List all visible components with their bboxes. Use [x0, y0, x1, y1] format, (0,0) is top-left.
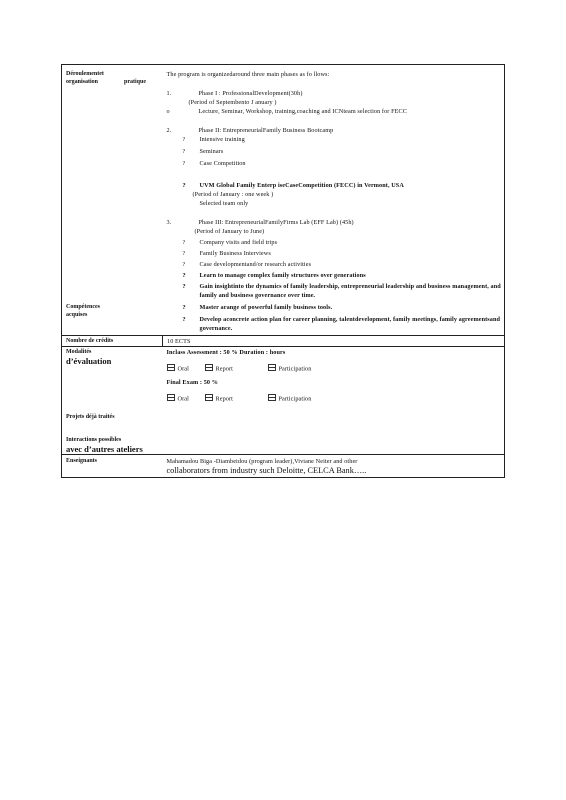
- uvm-note: Selected team only: [199, 200, 249, 207]
- competence-text: Learn to manage complex family structures over generations: [199, 272, 366, 279]
- checkbox-icon: [268, 394, 276, 401]
- phase1-detail: [167, 107, 502, 116]
- final-options: [167, 394, 502, 404]
- option-participation[interactable]: [268, 364, 312, 374]
- option-oral[interactable]: [167, 364, 205, 374]
- option-label: Oral: [177, 395, 189, 402]
- competence-bullet: ? Master arange of powerful family business tools.: [182, 304, 333, 311]
- label-competences-line2: acquises: [66, 312, 88, 318]
- label-deroulement-line2: [66, 78, 163, 86]
- option-label: Report: [215, 395, 233, 402]
- label-modalites: Modalités: [66, 349, 92, 355]
- phase3-title: Phase III: EntrepreneurialFamilyFirms Lab (EFF Lab) (45h): [198, 219, 354, 226]
- credits-value: 10 ECTS: [163, 336, 505, 347]
- phase1-detail-marker: o: [166, 108, 170, 115]
- phase3-bullet: ? Family Business Interviews: [182, 250, 271, 257]
- checkbox-icon: [205, 394, 213, 401]
- competence-text: Gain insightinto the dynamics of family leadership, entrepreneurial leadership and business management, and family and business governance over time.: [199, 283, 501, 299]
- phase1-number: 1.: [166, 90, 172, 97]
- competence-text: Master arange of powerful family business tools.: [199, 304, 333, 311]
- checkbox-icon: [167, 394, 175, 401]
- evaluation-content: [163, 347, 505, 455]
- option-participation[interactable]: [268, 394, 312, 404]
- phase2-bullet-text: Intensive training: [199, 136, 245, 143]
- phase2-bullet-text: Seminars: [199, 148, 224, 155]
- label-interactions: Interactions possibles: [66, 437, 122, 443]
- course-table: [61, 64, 505, 478]
- option-report[interactable]: [205, 364, 268, 374]
- competence-text: Develop aconcrete action plan for career planning, talentdevelopment, family meetings, family agreementsand governance.: [199, 316, 501, 332]
- enseignants-content: [163, 455, 505, 478]
- phase1-title: Phase I : ProfessionalDevelopment(30h): [198, 90, 303, 97]
- label-enseignants: Enseignants: [62, 455, 163, 478]
- phase3-bullet-text: Family Business Interviews: [199, 250, 271, 257]
- label-pratique: pratique: [124, 79, 147, 85]
- label-organisation: organisation: [66, 79, 99, 85]
- phase2-bullet: ? Intensive training: [182, 136, 245, 143]
- phase2-title: Phase II: EntrepreneurialFamily Business Bootcamp: [198, 127, 334, 134]
- competence-bullet: [167, 271, 502, 280]
- option-label: Participation: [278, 365, 312, 373]
- phase2-bullet: ? Case Competition: [182, 160, 246, 167]
- enseignants-line1: Mahamadou Biga -Diambeidou (program leader),Viviane Neiter and other: [166, 458, 358, 465]
- phase2-bullet-text: Case Competition: [199, 160, 246, 167]
- row-deroulement: [62, 65, 505, 336]
- option-label: Report: [215, 365, 233, 373]
- label-projets: Projets déjà traités: [66, 414, 115, 420]
- phase1-detail-text: Lecture, Seminar, Workshop, training,coaching and ICNteam selection for FECC: [198, 108, 407, 115]
- uvm-period: (Period of January : one week ): [192, 191, 274, 198]
- label-evaluation: [62, 347, 163, 455]
- phase2-item: [167, 126, 502, 135]
- phase1-period: (Period of Septembento J anuary ): [188, 99, 277, 106]
- phase3-period: (Period of January to June): [194, 228, 265, 235]
- label-deroulement: [62, 65, 163, 336]
- label-interactions-big: avec d’autres ateliers: [66, 444, 143, 454]
- phase3-item: [167, 218, 502, 227]
- phase3-bullet: ? Case developmentand/or research activities: [182, 261, 312, 268]
- uvm-marker: ?: [182, 182, 186, 189]
- option-oral[interactable]: [167, 394, 205, 404]
- option-report[interactable]: [205, 394, 268, 404]
- uvm-title: UVM Global Family Enterp iseCaseCompetition (FECC) in Vermont, USA: [199, 182, 404, 189]
- checkbox-icon: [268, 364, 276, 371]
- final-exam: Final Exam : 50 %: [166, 378, 219, 386]
- label-competences: [66, 303, 163, 319]
- label-credits: Nombre de crédits: [62, 336, 163, 347]
- phase3-bullet: ? Company visits and field trips: [182, 239, 278, 246]
- label-competences-line1: Compétences: [66, 304, 100, 310]
- row-credits: [62, 336, 505, 347]
- inclass-options: [167, 364, 502, 374]
- row-evaluation: [62, 347, 505, 455]
- option-label: Oral: [177, 365, 189, 373]
- inclass-assessment: Inclass Assessment : 50 % Duration : hours: [166, 349, 286, 356]
- competence-marker: ?: [182, 272, 186, 279]
- course-sheet: [61, 64, 504, 478]
- program-intro: The program is organizedaround three main phases as fo llows:: [166, 71, 330, 78]
- phase2-bullet: ? Seminars: [182, 148, 224, 155]
- phase2-number: 2.: [166, 127, 172, 134]
- option-label: Participation: [278, 395, 312, 402]
- program-content: [163, 65, 505, 336]
- label-deroulement-line1: Déroulementet: [66, 71, 104, 77]
- competence-bullet: ? Develop aconcrete action plan for career planning, talentdevelopment, family meetings, family agreementsand governance.: [182, 316, 501, 332]
- phase1-item: [167, 89, 502, 98]
- phase3-number: 3.: [166, 219, 172, 226]
- competence-bullet: ? Gain insightinto the dynamics of family leadership, entrepreneurial leadership and business management, and family and business governance over time.: [182, 283, 501, 299]
- checkbox-icon: [205, 364, 213, 371]
- row-enseignants: [62, 455, 505, 478]
- checkbox-icon: [167, 364, 175, 371]
- uvm-competition: [167, 181, 502, 190]
- label-evaluation-big: d’évaluation: [66, 356, 112, 366]
- enseignants-line2: collaborators from industry such Deloitte, CELCA Bank…..: [166, 466, 367, 475]
- phase3-bullet-text: Company visits and field trips: [199, 239, 278, 246]
- phase3-bullet-text: Case developmentand/or research activities: [199, 261, 312, 268]
